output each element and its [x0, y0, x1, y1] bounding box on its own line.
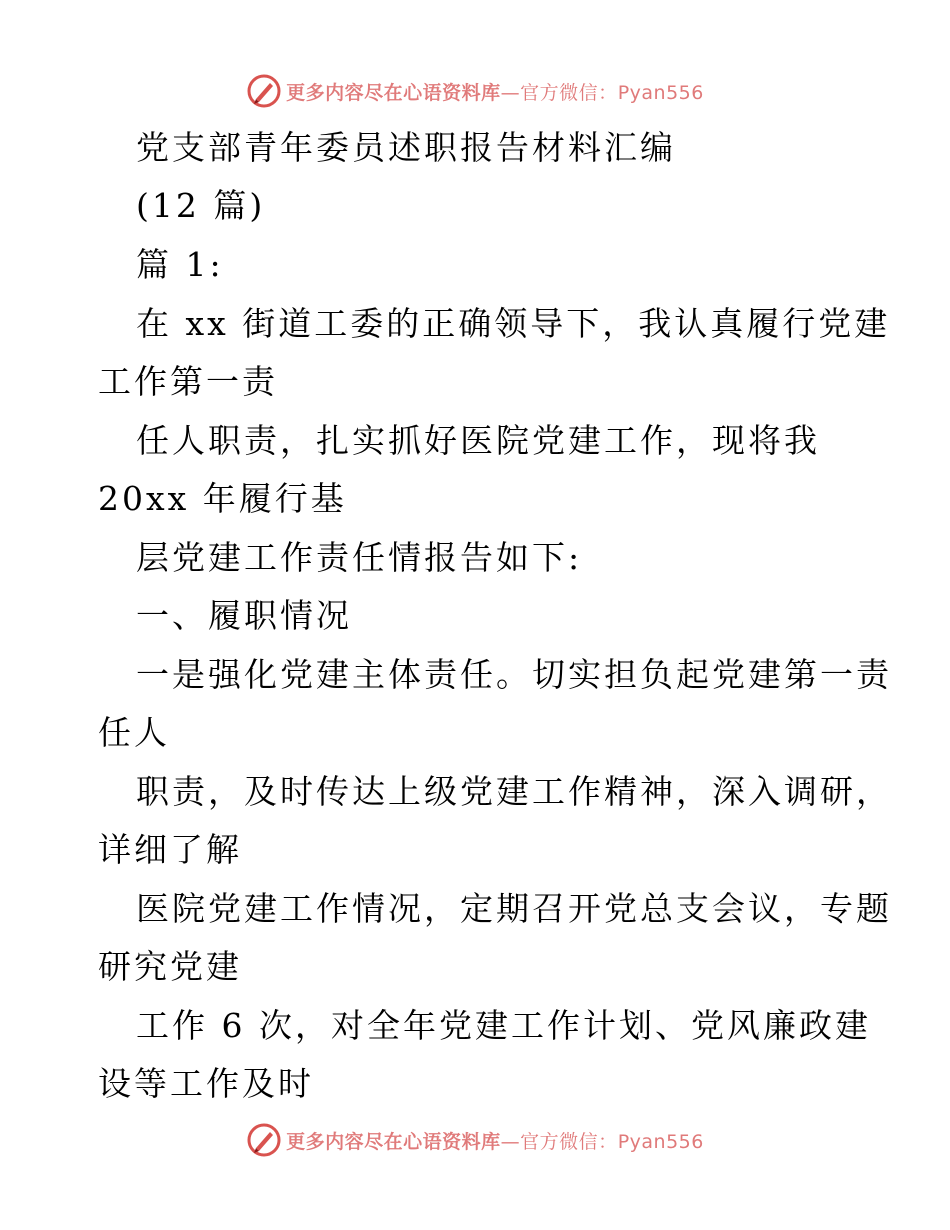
paragraph-line: 设等工作及时 — [98, 1064, 314, 1103]
watermark-banner-top — [0, 69, 950, 113]
section-heading: 篇 1: — [136, 245, 224, 284]
watermark-text — [286, 1127, 704, 1154]
watermark-brand: 更多内容尽在心语资料库 — [286, 1130, 501, 1153]
watermark-text — [286, 78, 704, 105]
paragraph-line: 一是强化党建主体责任。切实担负起党建第一责 — [136, 655, 892, 694]
paragraph-line: 工作第一责 — [98, 362, 278, 401]
paragraph-line: 医院党建工作情况，定期召开党总支会议，专题 — [136, 889, 892, 928]
watermark-wechat-id: Pyan556 — [617, 81, 704, 104]
paragraph-line: 职责，及时传达上级党建工作精神，深入调研， — [136, 772, 892, 811]
paragraph-line: 任人 — [98, 713, 170, 752]
watermark-dash: — — [500, 81, 521, 104]
paragraph-line: 层党建工作责任情报告如下: — [136, 538, 583, 577]
watermark-wechat-id: Pyan556 — [617, 1130, 704, 1153]
watermark-brand: 更多内容尽在心语资料库 — [286, 81, 501, 104]
paragraph-line: 详细了解 — [98, 830, 242, 869]
paragraph-line: 工作 6 次，对全年党建工作计划、党风廉政建 — [136, 1006, 871, 1045]
watermark-dash: — — [500, 1130, 521, 1153]
watermark-wechat-label: 官方微信： — [520, 81, 618, 104]
document-subtitle: (12 篇) — [136, 186, 266, 225]
pen-logo-icon — [246, 73, 282, 109]
paragraph-line: 20xx 年履行基 — [98, 479, 347, 518]
watermark-wechat-label: 官方微信： — [520, 1130, 618, 1153]
paragraph-line: 任人职责，扎实抓好医院党建工作，现将我 — [136, 421, 820, 460]
section-heading: 一、履职情况 — [136, 596, 352, 635]
paragraph-line: 在 xx 街道工委的正确领导下，我认真履行党建 — [136, 304, 891, 343]
watermark-banner-bottom — [0, 1118, 950, 1162]
document-title: 党支部青年委员述职报告材料汇编 — [136, 128, 676, 167]
pen-logo-icon — [246, 1122, 282, 1158]
paragraph-line: 研究党建 — [98, 947, 242, 986]
